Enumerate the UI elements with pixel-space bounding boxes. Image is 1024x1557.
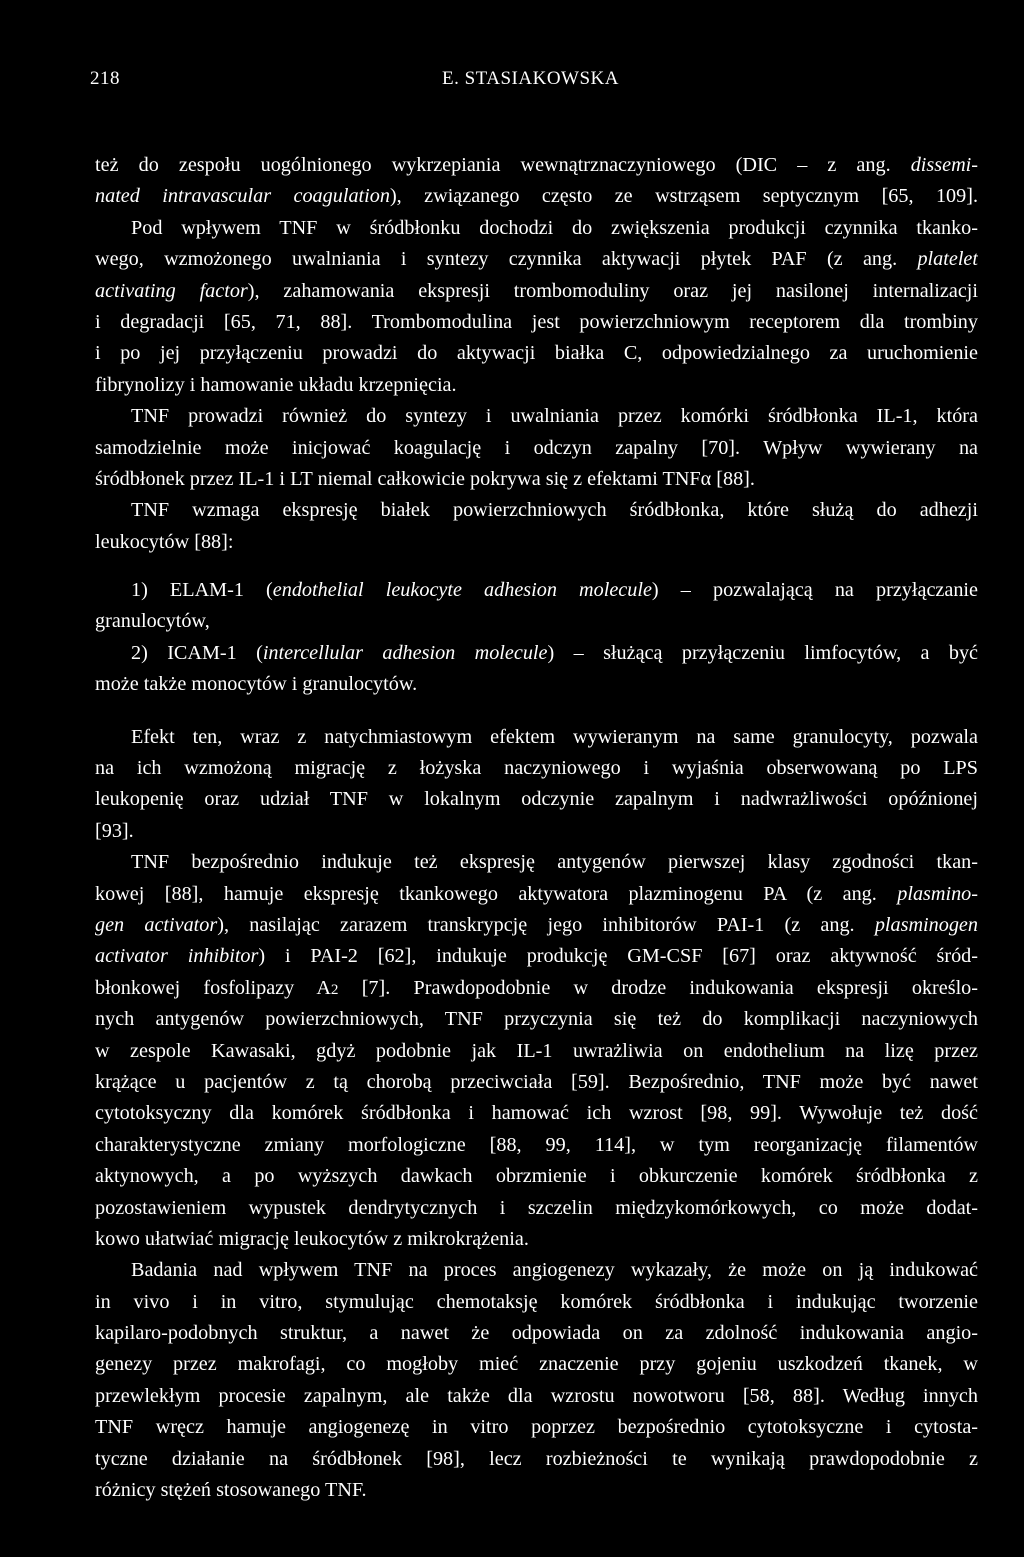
- text-line: in vivo i in vitro, stymulując chemotaksję komórek śródbłonka i indukując tworzenie: [95, 1290, 978, 1313]
- text-line: nych antygenów powierzchniowych, TNF przyczynia się też do komplikacji naczyniowych: [95, 1008, 978, 1031]
- text-line: fibrynolizy i hamowanie układu krzepnięcia.: [95, 373, 457, 396]
- text-line: w zespole Kawasaki, gdyż podobnie jak IL-1 uwrażliwia on endothelium na lizę przez: [95, 1039, 978, 1062]
- text-line: kowej [88], hamuje ekspresję tkankowego aktywatora plazminogenu PA (z ang. plasmino-: [95, 882, 978, 905]
- text-line: też do zespołu uogólnionego wykrzepiania wewnątrznaczyniowego (DIC – z ang. dissemi-: [95, 154, 978, 176]
- text-line: kowo ułatwiać migrację leukocytów z mikrokrążenia.: [95, 1227, 529, 1250]
- text-line: kapilaro-podobnych struktur, a nawet że odpowiada on za zdolność indukowania angio-: [95, 1322, 978, 1345]
- spacer: [95, 701, 978, 722]
- text-line: różnicy stężeń stosowanego TNF.: [95, 1479, 367, 1502]
- paragraph-adhesion: [95, 495, 978, 558]
- paragraph-granulocytes: [95, 722, 978, 848]
- paragraph-tnf-direct: [95, 847, 978, 1255]
- page-header: [0, 62, 1024, 96]
- text-line: aktynowych, a po wyższych dawkach obrzmienie i obkurczenie komórek śródbłonka z: [95, 1165, 978, 1188]
- text-line: i degradacji [65, 71, 88]. Trombomodulina jest powierzchniowym receptorem dla trombiny: [95, 310, 978, 333]
- text-line: TNF bezpośrednio indukuje też ekspresję antygenów pierwszej klasy zgodności tkan-: [131, 851, 978, 874]
- text-line: błonkowej fosfolipazy A2 [7]. Prawdopodobnie w drodze indukowania ekspresji określo-: [95, 976, 978, 999]
- text-line: TNF prowadzi również do syntezy i uwalniania przez komórki śródbłonka IL-1, która: [131, 405, 978, 428]
- text-line: i po jej przyłączeniu prowadzi do aktywacji białka C, odpowiedzialnego za uruchomienie: [95, 342, 978, 365]
- list-item: 1) ELAM-1 (endothelial leukocyte adhesion molecule) – pozwalającą na przyłączanie: [131, 579, 978, 602]
- text-line: TNF wzmaga ekspresję białek powierzchniowych śródbłonka, które służą do adhezji: [131, 499, 978, 522]
- text-line: Efekt ten, wraz z natychmiastowym efektem wywieranym na same granulocyty, pozwala: [131, 725, 978, 748]
- text-line: gen activator), nasilając zarazem transkrypcję jego inhibitorów PAI-1 (z ang. plasminogen: [95, 913, 978, 936]
- text-line: genezy przez makrofagi, co mogłoby mieć znaczenie przy gojeniu uszkodzeń tkanek, w: [95, 1353, 978, 1376]
- text-line: leukocytów [88]:: [95, 530, 234, 553]
- text-line: activating factor), zahamowania ekspresji trombomoduliny oraz jej nasilonej internalizacji: [95, 279, 978, 302]
- adhesion-molecule-list: [95, 575, 978, 701]
- text-line: Badania nad wpływem TNF na proces angiogenezy wykazały, że może on ją indukować: [131, 1259, 978, 1282]
- text-line: tyczne działanie na śródbłonek [98], lecz rozbieżności te wynikają prawdopodobnie z: [95, 1447, 978, 1470]
- text-line: leukopenię oraz udział TNF w lokalnym odczynie zapalnym i nadwrażliwości opóźnionej: [95, 788, 978, 811]
- text-line: cytotoksyczny dla komórek śródbłonka i hamować ich wzrost [98, 99]. Wywołuje też dość: [95, 1102, 978, 1125]
- running-head-author: E. STASIAKOWSKA: [442, 68, 619, 89]
- paragraph-dic: [95, 150, 978, 401]
- paragraph-il1: [95, 401, 978, 495]
- page-number: 218: [90, 68, 120, 89]
- text-line: activator inhibitor) i PAI-2 [62], indukuje produkcję GM-CSF [67] oraz aktywność śród-: [95, 945, 978, 968]
- text-line: pozostawieniem wypustek dendrytycznych i szczelin międzykomórkowych, co może dodat-: [95, 1196, 978, 1219]
- text-line: wego, wzmożonego uwalniania i syntezy czynnika aktywacji płytek PAF (z ang. platelet: [95, 248, 978, 271]
- text-line: samodzielnie może inicjować koagulację i odczyn zapalny [70]. Wpływ wywierany na: [95, 436, 978, 459]
- paragraph-angiogenesis: [95, 1255, 978, 1506]
- list-item-continuation: granulocytów,: [95, 610, 210, 633]
- text-line: na ich wzmożoną migrację z łożyska naczyniowego i wyjaśnia obserwowaną po LPS: [95, 757, 978, 780]
- text-line: nated intravascular coagulation), związanego często ze wstrząsem septycznym [65, 109].: [95, 185, 978, 208]
- text-line: Pod wpływem TNF w śródbłonku dochodzi do zwiększenia produkcji czynnika tkanko-: [131, 216, 978, 239]
- text-line: krążące u pacjentów z tą chorobą przeciwciała [59]. Bezpośrednio, TNF może być nawet: [95, 1070, 978, 1093]
- body-text: [95, 150, 978, 1506]
- spacer: [95, 558, 978, 575]
- text-line: śródbłonek przez IL-1 i LT niemal całkowicie pokrywa się z efektami TNFα [88].: [95, 467, 755, 490]
- text-line: [93].: [95, 819, 134, 842]
- text-line: charakterystyczne zmiany morfologiczne [88, 99, 114], w tym reorganizację filamentów: [95, 1133, 978, 1156]
- text-line: TNF wręcz hamuje angiogenezę in vitro poprzez bezpośrednio cytotoksyczne i cytosta-: [95, 1416, 978, 1439]
- text-line: przewlekłym procesie zapalnym, ale także dla wzrostu nowotworu [58, 88]. Według innych: [95, 1384, 978, 1407]
- list-item-continuation: może także monocytów i granulocytów.: [95, 673, 418, 696]
- list-item: 2) ICAM-1 (intercellular adhesion molecule) – służącą przyłączeniu limfocytów, a być: [131, 641, 978, 664]
